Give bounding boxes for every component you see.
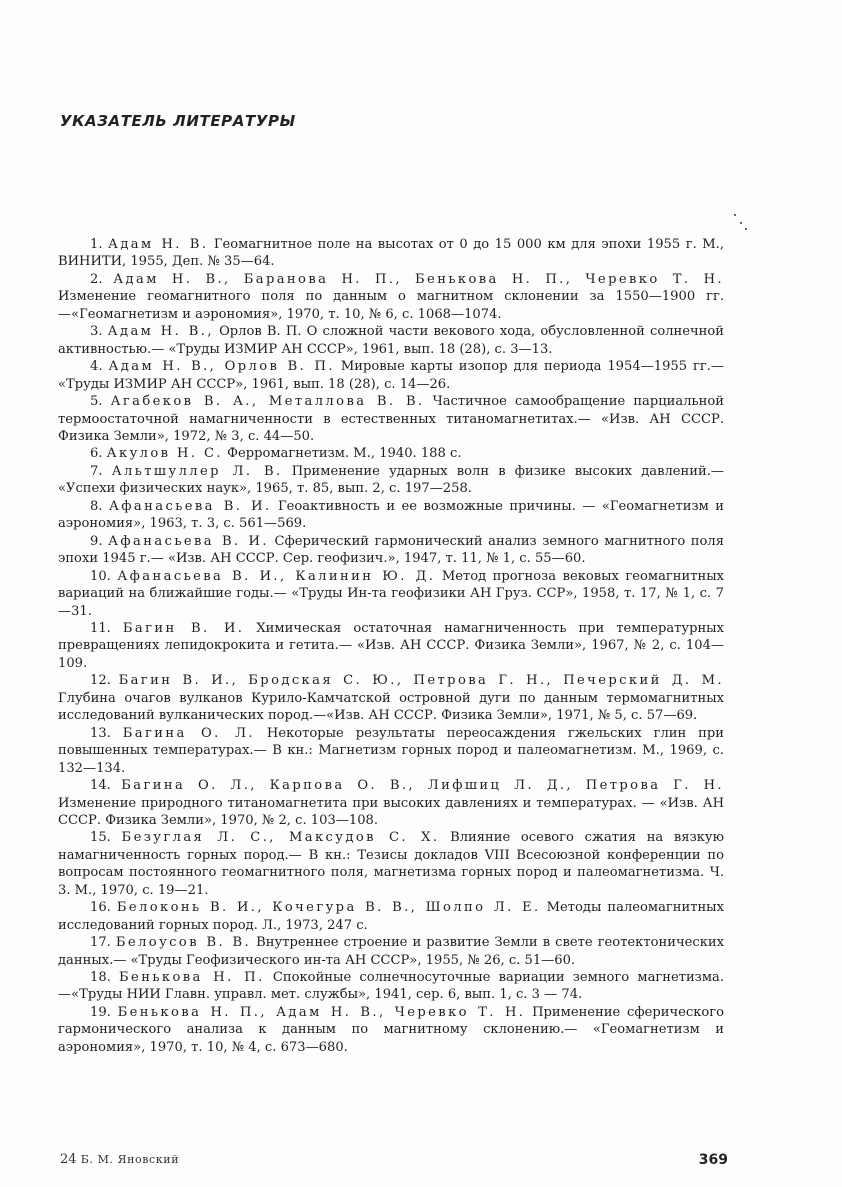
reference-entry (58, 445, 724, 462)
reference-text: Частичное самообращение парциальной термоостаточной намагниченности в естественных титаномагнетитах.— «Изв. АН СССР. Физика Земли», 1972, № 3, с. 44—50. (58, 394, 724, 444)
reference-number: 17. (90, 935, 111, 951)
reference-number: 9. (90, 533, 103, 549)
reference-text: Методы палеомагнитных исследований горных пород. Л., 1973, 247 с. (58, 900, 724, 933)
reference-number: 15. (90, 830, 111, 846)
reference-number: 19. (90, 1004, 111, 1020)
reference-entry (58, 271, 724, 323)
signature-number: 24 (60, 1152, 77, 1167)
reference-number: 5. (90, 394, 103, 410)
reference-entry (58, 829, 724, 899)
reference-entry (58, 568, 724, 620)
reference-authors: Бенькова Н. П., Адам Н. В., Черевко Т. Н. (117, 1004, 526, 1020)
reference-text: Геомагнитное поле на высотах от 0 до 15 000 км для эпохи 1955 г. М., ВИНИТИ, 1955, Деп. № 35—64. (58, 237, 724, 270)
reference-entry (58, 1004, 724, 1056)
reference-entry (58, 969, 724, 1004)
reference-text: Спокойные солнечносуточные вариации земного магнетизма. —«Труды НИИ Главн. управл. мет. службы», 1941, сер. 6, вып. 1, с. 3 — 74. (58, 970, 724, 1003)
reference-text: Мировые карты изопор для периода 1954—1955 гг.— «Труды ИЗМИР АН СССР», 1961, вып. 18 (28), с. 14—26. (58, 359, 724, 392)
printer-signature (60, 1152, 179, 1167)
reference-authors: Альтшуллер Л. В. (111, 463, 283, 479)
reference-authors: Адам Н. В. (108, 237, 209, 252)
reference-entry (58, 533, 724, 568)
page-footer (60, 1152, 728, 1172)
reference-number: 16. (90, 900, 111, 916)
reference-text: Глубина очагов вулканов Курило-Камчатской островной дуги по данным термомагнитных исследований вулканических пород.—«Изв. АН СССР. Физика Земли», 1971, № 5, с. 57—69. (58, 690, 724, 724)
reference-entry (58, 777, 724, 829)
reference-entry (58, 672, 724, 724)
reference-number: 12. (90, 673, 111, 689)
reference-authors: Багина О. Л., Карпова О. В., Лифшиц Л. Д., Петрова Г. Н. (121, 778, 724, 794)
reference-number: 10. (90, 568, 111, 584)
page-number: 369 (698, 1152, 728, 1168)
reference-authors: Багин В. И., Бродская С. Ю., Петрова Г. Н., Печерский Д. М. (118, 673, 724, 689)
reference-authors: Багин В. И. (122, 620, 245, 636)
reference-entry (58, 236, 724, 271)
reference-text: Изменение природного титаномагнетита при высоких давлениях и температурах. — «Изв. АН СССР. Физика Земли», 1970, № 2, с. 103—108. (58, 795, 724, 828)
reference-authors: Афанасьева В. И. (108, 533, 269, 549)
reference-text: Геоактивность и ее возможные причины. — «Геомагнетизм и аэрономия», 1963, т. 3, с. 561—569. (58, 498, 724, 532)
reference-number: 2. (90, 271, 103, 287)
reference-authors: Белоусов В. В. (115, 935, 252, 951)
signature-name: Б. М. Яновский (80, 1153, 180, 1166)
reference-text: Химическая остаточная намагниченность при температурных превращениях лепидокрокита и гетита.— «Изв. АН СССР. Физика Земли», 1967, № 2, с. 104—109. (58, 620, 724, 671)
reference-text: Сферический гармонический анализ земного магнитного поля эпохи 1945 г.— «Изв. АН СССР. Сер. геофизич.», 1947, т. 11, № 1, с. 55—60. (58, 533, 724, 567)
scan-speck (740, 222, 742, 224)
reference-entry (58, 463, 724, 498)
reference-entry (58, 323, 724, 358)
reference-authors: Афанасьева В. И. (108, 498, 272, 514)
reference-text: Ферромагнетизм. М., 1940. 188 с. (222, 446, 462, 462)
reference-number: 11. (90, 620, 111, 636)
reference-entry (58, 393, 724, 445)
section-title: УКАЗАТЕЛЬ ЛИТЕРАТУРЫ (60, 112, 296, 130)
reference-entry (58, 498, 724, 533)
reference-authors: Адам Н. В., Орлов В. П. (108, 359, 335, 375)
reference-authors: Багина О. Л. (122, 725, 255, 741)
reference-number: 3. (90, 324, 103, 340)
reference-text: Орлов В. П. О сложной части векового хода, обусловленной солнечной активностью.— «Труды ИЗМИР АН СССР», 1961, вып. 18 (28), с. 3—13. (58, 324, 724, 357)
reference-entry (58, 934, 724, 969)
reference-authors: Белоконь В. И., Кочегура В. В., Шолпо Л. Е. (116, 900, 541, 916)
reference-authors: Адам Н. В., (107, 324, 214, 340)
reference-number: 7. (90, 463, 103, 479)
reference-text: Применение ударных волн в физике высоких давлений.— «Успехи физических наук», 1965, т. 85, вып. 2, с. 197—258. (58, 463, 724, 497)
reference-authors: Акулов Н. С. (106, 446, 223, 462)
reference-list (58, 236, 724, 1056)
reference-entry (58, 899, 724, 934)
reference-number: 4. (90, 359, 103, 375)
reference-number: 13. (90, 725, 111, 741)
reference-authors: Афанасьева В. И., Калинин Ю. Д. (117, 568, 436, 584)
reference-number: 6. (90, 446, 103, 462)
scan-speck (745, 228, 747, 230)
reference-number: 1. (90, 237, 103, 252)
reference-number: 8. (90, 498, 103, 514)
reference-text: Применение сферического гармонического анализа к данным по магнитному склонению.— «Геомагнетизм и аэрономия», 1970, т. 10, № 4, с. 673—680. (58, 1004, 725, 1055)
reference-text: Внутреннее строение и развитие Земли в свете геотектонических данных.— «Труды Геофизического ин-та АН СССР», 1955, № 26, с. 51—60. (58, 935, 724, 968)
reference-text: Влияние осевого сжатия на вязкую намагниченность горных пород.— В кн.: Тезисы докладов VIII Всесоюзной конференции по вопросам постоянного геомагнитного поля, магнетизма горных пород и палеомагнетизма. Ч. 3. М., 1970, с. 19—21. (58, 830, 724, 898)
reference-entry (58, 358, 724, 393)
reference-number: 18. (90, 970, 111, 986)
reference-authors: Бенькова Н. П. (119, 970, 265, 986)
reference-entry (58, 620, 724, 672)
reference-authors: Адам Н. В., Баранова Н. П., Бенькова Н. П., Черевко Т. Н. (113, 271, 724, 287)
reference-authors: Агабеков В. А., Металлова В. В. (110, 394, 425, 410)
reference-text: Некоторые результаты переосаждения гжельских глин при повышенных температурах.— В кн.: Магнетизм горных пород и палеомагнетизм. М., 1969, с. 132—134. (58, 725, 724, 776)
reference-authors: Безуглая Л. С., Максудов С. Х. (121, 830, 440, 846)
scan-speck (734, 214, 736, 216)
reference-number: 14. (90, 778, 111, 794)
reference-text: Метод прогноза вековых геомагнитных вариаций на ближайшие годы.— «Труды Ин-та геофизики АН Груз. ССР», 1958, т. 17, № 1, с. 7—31. (58, 568, 725, 619)
reference-entry (58, 725, 724, 777)
reference-text: Изменение геомагнитного поля по данным о магнитном склонении за 1550—1900 гг.—«Геомагнетизм и аэрономия», 1970, т. 10, № 6, с. 1068—1074. (58, 289, 724, 322)
